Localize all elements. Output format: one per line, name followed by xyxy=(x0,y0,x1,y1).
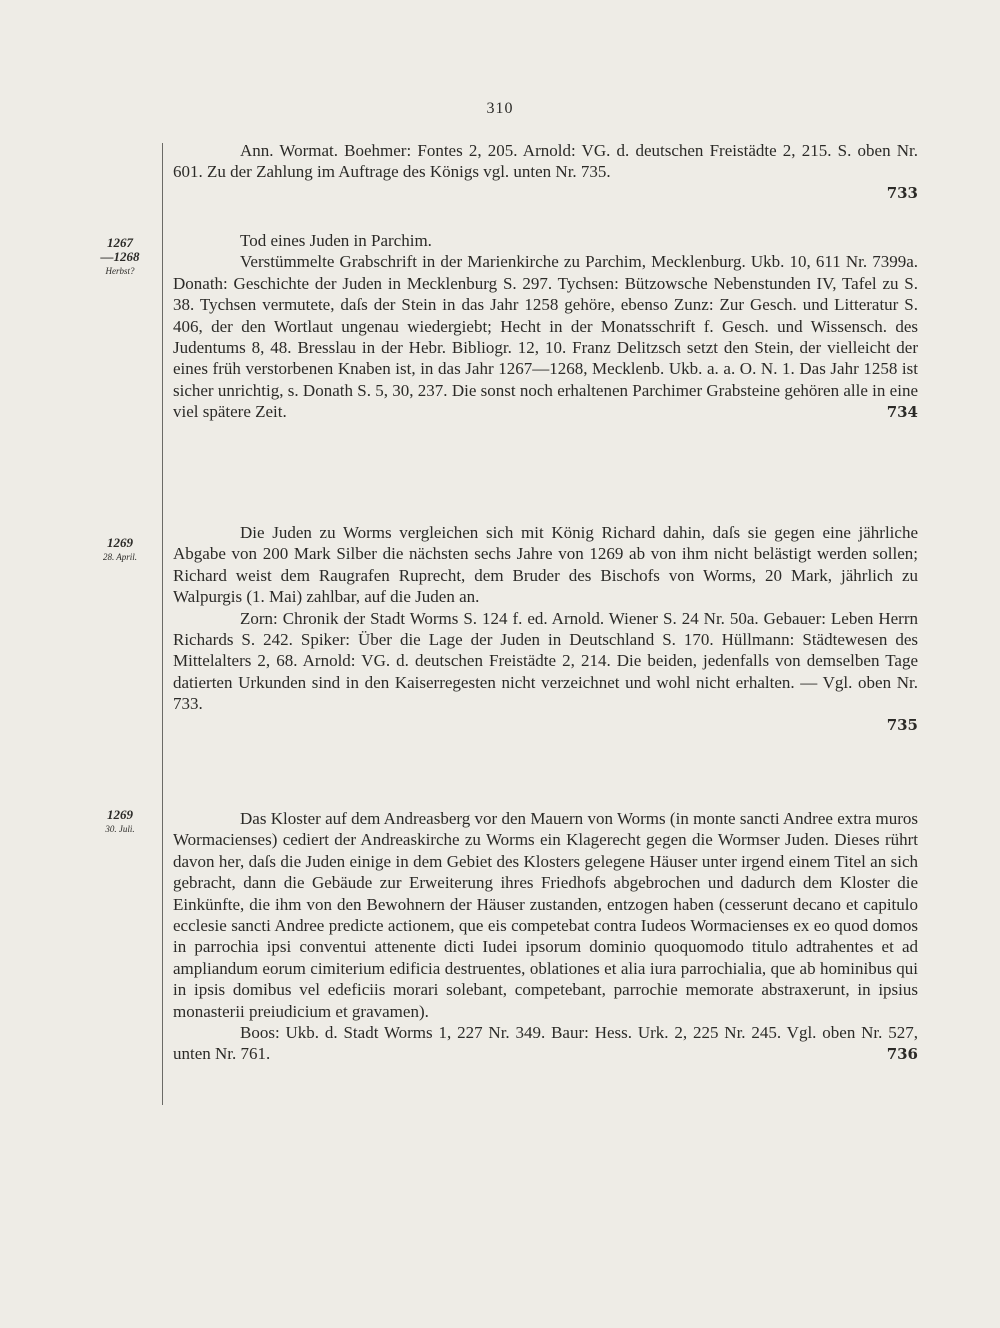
entry-number: 733 xyxy=(886,183,918,202)
margin-note-735 xyxy=(80,536,160,564)
entry-paragraph: Ann. Wormat. Boehmer: Fontes 2, 205. Arnold: VG. d. deutschen Freistädte 2, 215. S. oben Nr. 601. Zu der Zahlung im Auftrage des Königs vgl. unten Nr. 735. xyxy=(173,141,918,182)
entry-734 xyxy=(173,230,918,422)
entry-paragraph: Zorn: Chronik der Stadt Worms S. 124 f. ed. Arnold. Wiener S. 24 Nr. 50a. Gebauer: Leben Herrn Richards S. 242. Spiker: Über die Lage der Juden in Deutschland S. 170. Hüllmann: Städtewesen des Mittelalters 2, 68. Arnold: VG. d. deutschen Freistädte 2, 214. Die beiden, jedenfalls von demselben Tage datierten Urkunden sind in den Kaiserregesten nicht verzeichnet und wohl nicht erhalten. — Vgl. oben Nr. 733. xyxy=(173,608,918,714)
margin-note-736 xyxy=(80,808,160,836)
margin-rule xyxy=(162,143,163,1105)
entry-736 xyxy=(173,808,918,1064)
margin-note-date: 28. April. xyxy=(102,552,138,562)
page-number: 310 xyxy=(486,100,514,117)
entry-paragraph: Verstümmelte Grabschrift in der Marienkirche zu Parchim, Mecklenburg. Ukb. 10, 611 Nr. 7399a. Donath: Geschichte der Juden in Mecklenburg S. 297. Tychsen: Bützowsche Nebenstunden IV, Tafel zu S. 38. Tychsen vermutete, daſs der Stein in das Jahr 1258 gehöre, ebenso Zunz: Zur Gesch. und Litteratur S. 406, der den Wortlaut ungenau wiedergiebt; Hecht in der Monatsschrift f. Gesch. und Wissensch. des Judentums 8, 48. Bresslau in der Hebr. Bibliogr. 12, 10. Franz Delitzsch setzt den Stein, der vielleicht der eines früh verstorbenen Knaben ist, in das Jahr 1267—1268, Mecklenb. Ukb. a. a. O. N. 1. Das Jahr 1258 ist sicher unrichtig, s. Donath S. 5, 30, 237. Die sonst noch erhaltenen Parchimer Grabsteine gehören alle in eine viel spätere Zeit. xyxy=(173,252,918,422)
entry-paragraph: Das Kloster auf dem Andreasberg vor den Mauern von Worms (in monte sancti Andree extra muros Wormacienses) cediert der Andreaskirche zu Worms ein Klagerecht gegen die Wormser Juden. Dieses rührt davon her, daſs die Juden einige in dem Gebiet des Klosters gelegene Häuser unter irgend einem Titel an sich gebracht, dann die Gebäude zur Erweiterung ihres Friedhofs abgebrochen und dadurch dem Kloster die Einkünfte, die ihm von den Bewohnern der Häuser zustanden, entzogen haben (cesserunt decano et capitulo ecclesie sancti Andree predicte actionem, que eis competebat contra Iudeos Wormacienses ex eo quod domos in parrochia ipsi conventui attenente dicti Iudei ipsorum dominio quoquomodo titulo adtrahentes et ad ampliandum eorum cimiterium edificia destruentes, oblationes et alia iura parrochialia, que ab hominibus qui in ipsis domibus vel edeficiis morari solebant, competebant, parrochie memorate abstraxerunt, in ipsius monasterii preiudicium et gravamen). xyxy=(173,809,918,1021)
margin-note-date: Herbst? xyxy=(105,266,135,276)
margin-note-734 xyxy=(80,236,160,278)
margin-note-year: 1269 xyxy=(107,807,133,822)
entry-paragraph: Boos: Ukb. d. Stadt Worms 1, 227 Nr. 349. Baur: Hess. Urk. 2, 225 Nr. 245. Vgl. oben Nr. 527, unten Nr. 761. xyxy=(173,1023,918,1064)
entry-number: 736 xyxy=(886,1044,918,1063)
entry-733 xyxy=(173,140,918,203)
entry-heading: Tod eines Juden in Parchim. xyxy=(240,231,432,250)
margin-note-year: 1269 xyxy=(107,535,133,550)
entry-number: 734 xyxy=(886,402,918,421)
entry-735 xyxy=(173,522,918,735)
entry-number: 735 xyxy=(886,715,918,734)
margin-note-date: 30. Juli. xyxy=(105,824,135,834)
margin-note-year: 1267 xyxy=(107,235,133,250)
entry-paragraph: Die Juden zu Worms vergleichen sich mit König Richard dahin, daſs sie gegen eine jährliche Abgabe von 200 Mark Silber die nächsten sechs Jahre von 1269 ab von ihm nicht belästigt werden sollen; Richard weist dem Raugrafen Ruprecht, dem Bruder des Bischofs von Worms, 20 Mark, jährlich zu Walpurgis (1. Mai) zahlbar, auf die Juden an. xyxy=(173,523,918,607)
margin-note-year-end: —1268 xyxy=(100,249,140,264)
